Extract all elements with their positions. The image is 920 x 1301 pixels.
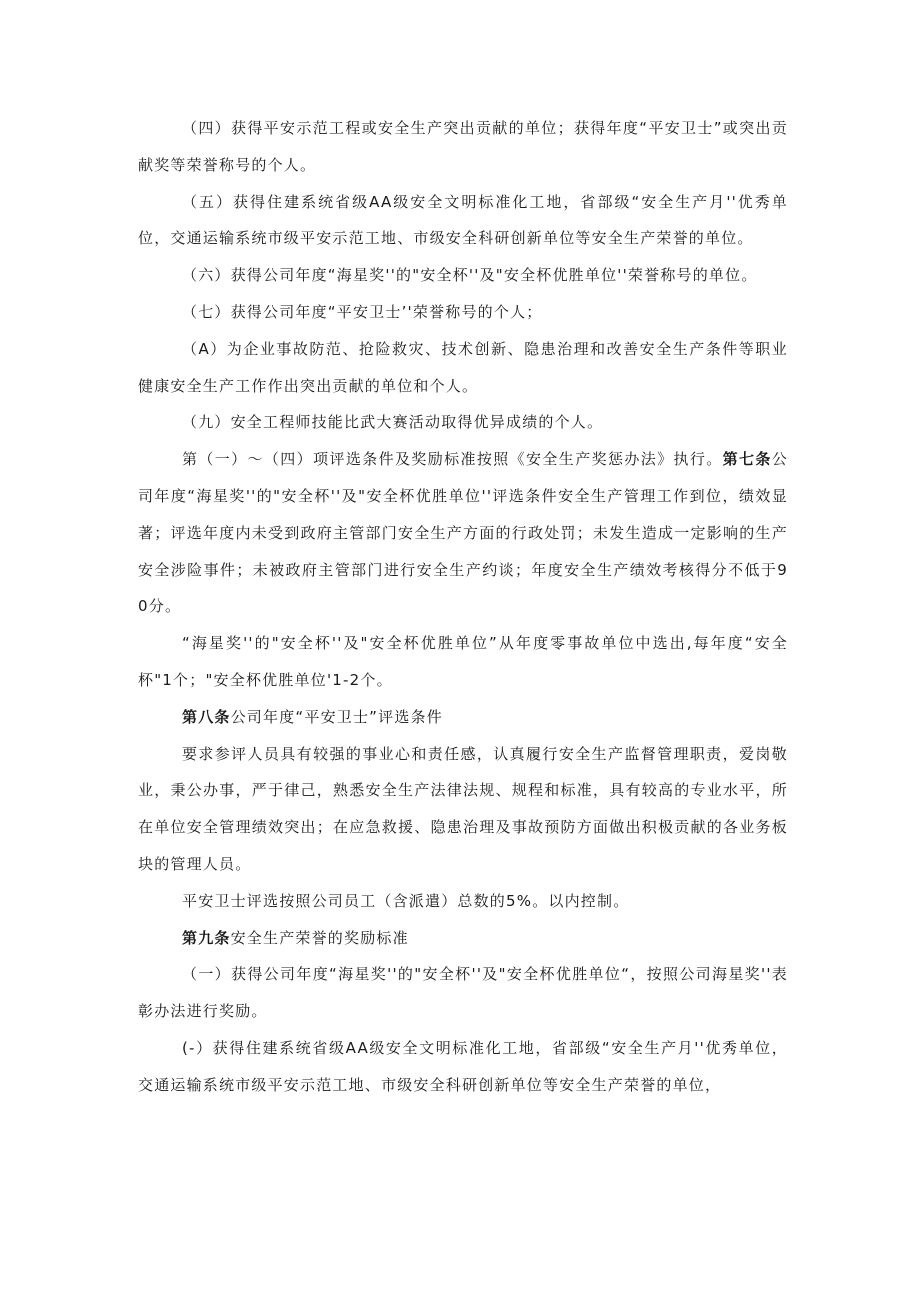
paragraph-8: （A）为企业事故防范、抢险救灾、技术创新、隐患治理和改善安全生产条件等职业健康安全生产工作作出突出贡献的单位和个人。 bbox=[138, 339, 788, 395]
paragraph-5: （五）获得住建系统省级AA级安全文明标准化工地，省部级“安全生产月''优秀单位，交通运输系统市级平安示范工地、市级安全科研创新单位等安全生产荣誉的单位。 bbox=[138, 192, 788, 248]
article-8-paragraph bbox=[138, 699, 788, 736]
requirements-paragraph: 要求参评人员具有较强的事业心和责任感，认真履行安全生产监督管理职责，爱岗敬业，秉公办事，严于律己，熟悉安全生产法律法规、规程和标准，具有较高的专业水平，所在单位安全管理绩效突出；在应急救援、隐患治理及事故预防方面做出积极贡献的各业务板块的管理人员。 bbox=[138, 744, 788, 873]
quota-paragraph: 平安卫士评选按照公司员工（含派遣）总数的5%。以内控制。 bbox=[182, 891, 630, 910]
article-8-heading: 第八条 bbox=[182, 707, 231, 726]
article-8-text: 公司年度“平安卫士”评选条件 bbox=[230, 707, 443, 726]
article-7-text: 公司年度“海星奖''的"安全杯''及"安全杯优胜单位''评选条件安全生产管理工作到位，绩效显著；评选年度内未受到政府主管部门安全生产方面的行政处罚；未发生造成一定影响的生产安全涉险事件；未被政府主管部门进行安全生产约谈；年度安全生产绩效考核得分不低于90分。 bbox=[138, 450, 788, 616]
paragraph-6: （六）获得公司年度“海星奖''的"安全杯''及"安全杯优胜单位''荣誉称号的单位。 bbox=[182, 266, 758, 285]
paragraph-9: （九）安全工程师技能比武大赛活动取得优异成绩的个人。 bbox=[182, 413, 604, 432]
reward-1-paragraph: （一）获得公司年度“海星奖''的"安全杯''及"安全杯优胜单位“，按照公司海星奖''表彰办法进行奖励。 bbox=[138, 965, 788, 1021]
article-7-heading: 第七条 bbox=[722, 450, 772, 469]
article-7-paragraph bbox=[138, 441, 788, 625]
haixing-award-paragraph: “海星奖''的"安全杯''及"安全杯优胜单位”从年度零事故单位中选出,每年度“安全杯"1个；"安全杯优胜单位'1-2个。 bbox=[138, 634, 788, 689]
rating-rule-sentence: 第（一）～（四）项评选条件及奖励标准按照《安全生产奖惩办法》执行。 bbox=[182, 450, 723, 469]
article-9-paragraph bbox=[138, 920, 788, 957]
paragraph-4: （四）获得平安示范工程或安全生产突出贡献的单位；获得年度“平安卫士”或突出贡献奖等荣誉称号的个人。 bbox=[138, 119, 788, 174]
article-9-heading: 第九条 bbox=[182, 928, 231, 947]
article-9-text: 安全生产荣誉的奖励标准 bbox=[230, 928, 409, 947]
paragraph-7: （七）获得公司年度“平安卫士’'荣誉称号的个人； bbox=[182, 302, 543, 321]
reward-2-paragraph: (-）获得住建系统省级AA级安全文明标准化工地，省部级“安全生产月''优秀单位，交通运输系统市级平安示范工地、市级安全科研创新单位等安全生产荣誉的单位， bbox=[138, 1038, 788, 1094]
document-page bbox=[138, 110, 788, 1104]
